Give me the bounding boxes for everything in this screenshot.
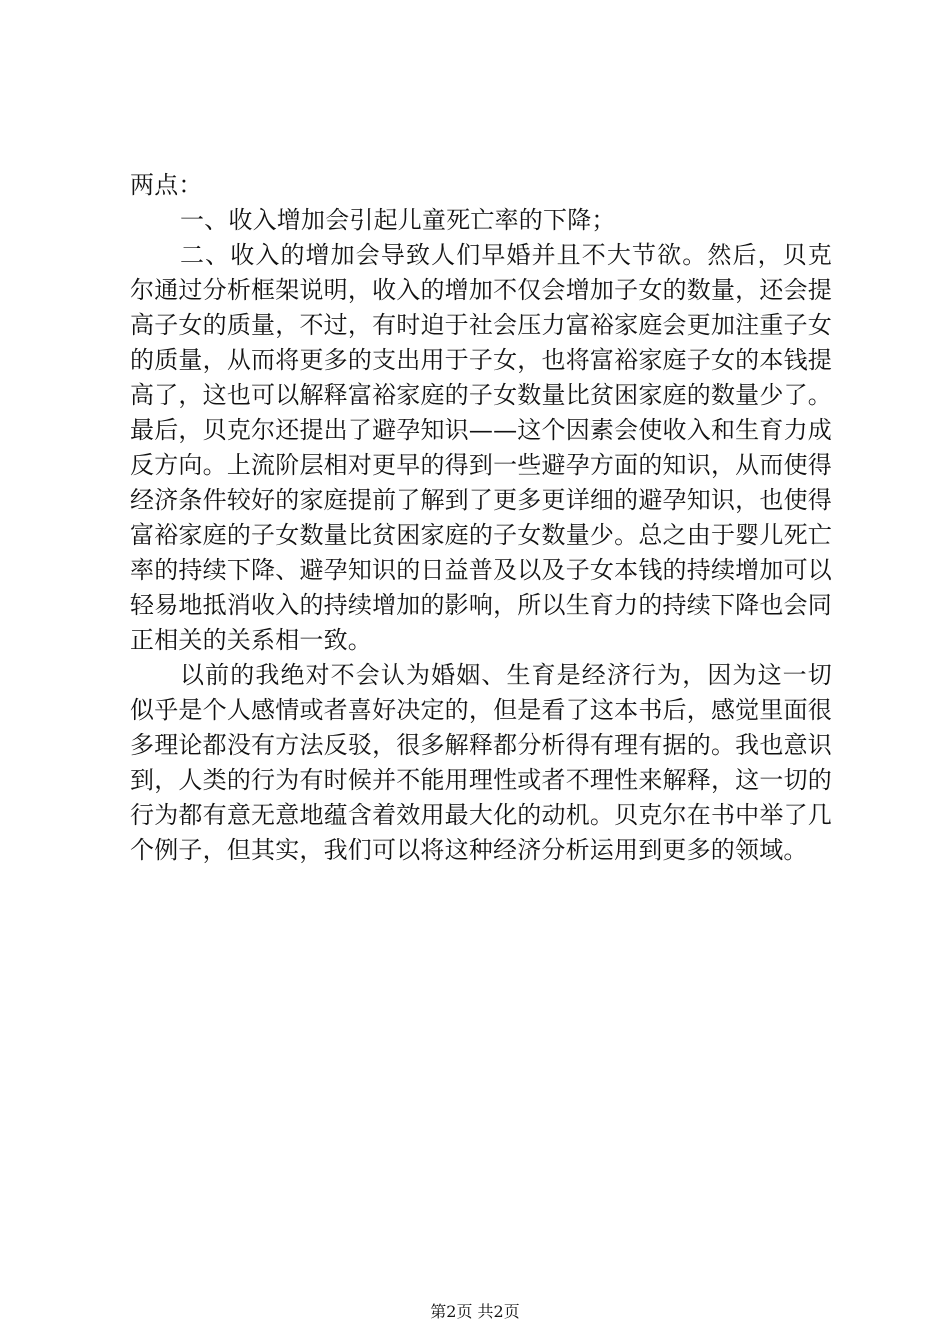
body-text (130, 168, 832, 868)
page-footer: 第2页 共2页 (430, 1302, 520, 1321)
paragraph-intro: 两点： (130, 171, 203, 199)
paragraph-point-one: 一、收入增加会引起儿童死亡率的下降； (180, 206, 616, 234)
paragraph-point-two: 二、收入的增加会导致人们早婚并且不大节欲。然后，贝克尔通过分析框架说明，收入的增加不仅会增加子女的数量，还会提高子女的质量，不过，有时迫于社会压力富裕家庭会更加注重子女的质量，从而将更多的支出用于子女，也将富裕家庭子女的本钱提高了，这也可以解释富裕家庭的子女数量比贫困家庭的数量少了。最后，贝克尔还提出了避孕知识——这个因素会使收入和生育力成反方向。上流阶层相对更早的得到一些避孕方面的知识，从而使得经济条件较好的家庭提前了解到了更多更详细的避孕知识，也使得富裕家庭的子女数量比贫困家庭的子女数量少。总之由于婴儿死亡率的持续下降、避孕知识的日益普及以及子女本钱的持续增加可以轻易地抵消收入的持续增加的影响，所以生育力的持续下降也会同正相关的关系相一致。 (130, 241, 832, 654)
paragraph-reflection: 以前的我绝对不会认为婚姻、生育是经济行为，因为这一切似乎是个人感情或者喜好决定的，但是看了这本书后，感觉里面很多理论都没有方法反驳，很多解释都分析得有理有据的。我也意识到，人类的行为有时候并不能用理性或者不理性来解释，这一切的行为都有意无意地蕴含着效用最大化的动机。贝克尔在书中举了几个例子，但其实，我们可以将这种经济分析运用到更多的领域。 (130, 661, 832, 864)
